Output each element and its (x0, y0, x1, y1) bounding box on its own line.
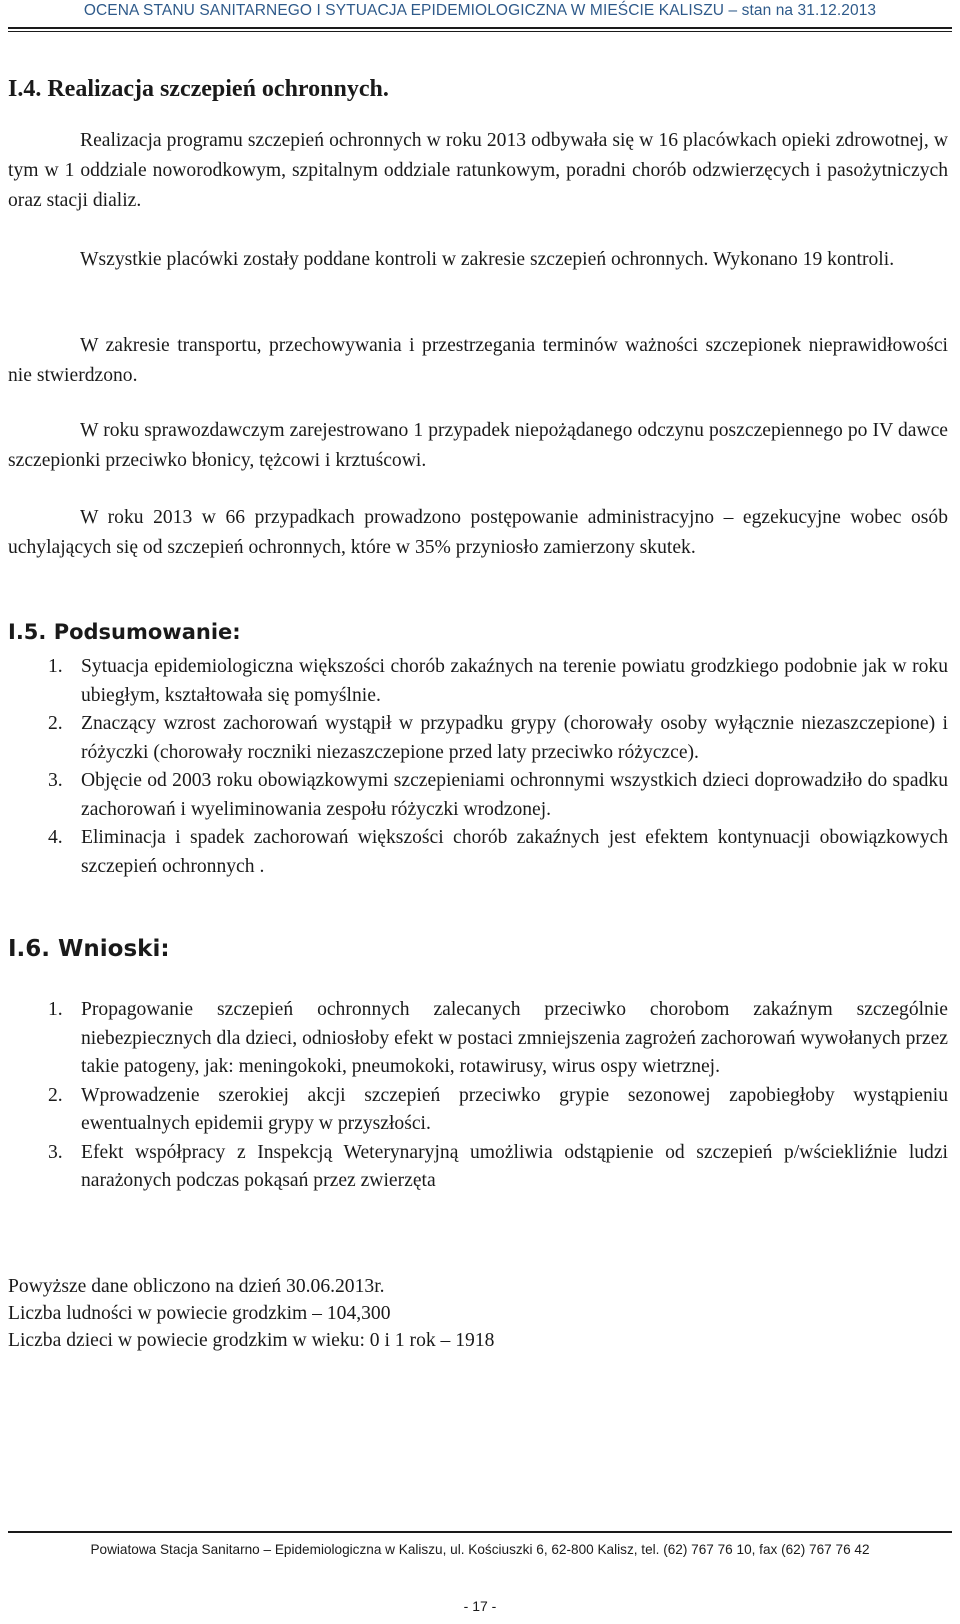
paragraph-5 (8, 503, 948, 563)
section-heading-i4: I.4. Realizacja szczepień ochronnych. (8, 76, 389, 102)
summary-item-text: Znaczący wzrost zachorowań wystąpił w przypadku grypy (chorowały osoby wyłącznie niezaszczepione) i różyczki (chorowały roczniki niezaszczepione przed laty przeciwko różyczce). (81, 713, 948, 763)
paragraph-1-text: Realizacja programu szczepień ochronnych w roku 2013 odbywała się w 16 placówkach opieki zdrowotnej, w tym w 1 oddziale noworodkowym, szpitalnym oddziale ratunkowym, poradni chorób odzwierzęcych i pasożytniczych oraz stacji dializ. (8, 130, 948, 211)
paragraph-5-text: W roku 2013 w 66 przypadkach prowadzono postępowanie administracyjno – egzekucyjne wobec osób uchylających się od szczepień ochronnych, które w 35% przyniosło zamierzony skutek. (8, 507, 948, 558)
paragraph-3 (8, 331, 948, 391)
conclusion-item-text: Wprowadzenie szerokiej akcji szczepień przeciwko grypie sezonowej zapobiegłoby wystąpieniu ewentualnych epidemii grypy w przyszłości. (81, 1084, 948, 1134)
conclusion-item-number: 3. (48, 1141, 63, 1163)
footer-rule (8, 1531, 952, 1533)
running-header: OCENA STANU SANITARNEGO I SYTUACJA EPIDEMIOLOGICZNA W MIEŚCIE KALISZU – stan na 31.12.2013 (83, 2, 877, 19)
summary-item-number: 4. (48, 827, 63, 848)
note-date: Powyższe dane obliczono na dzień 30.06.2013r. (8, 1276, 385, 1297)
summary-item (8, 710, 948, 767)
conclusion-item (8, 996, 948, 1082)
section-heading-i5: I.5. Podsumowanie: (8, 620, 241, 644)
summary-item-text: Sytuacja epidemiologiczna większości chorób zakaźnych na terenie powiatu grodzkiego podobnie jak w roku ubiegłym, kształtowała się pomyślnie. (81, 656, 948, 706)
header-rule-thin (8, 31, 952, 32)
conclusion-item-text: Propagowanie szczepień ochronnych zalecanych przeciwko chorobom zakaźnym szczególnie niebezpiecznych dla dzieci, odniosłoby efekt w postaci zmniejszenia zagrożeń zachorowań wywołanych przez takie patogeny, jak: meningokoki, pneumokoki, rotawirusy, wirus ospy wietrznej. (81, 999, 948, 1077)
paragraph-2-text: Wszystkie placówki zostały poddane kontroli w zakresie szczepień ochronnych. Wykonano 19 kontroli. (80, 249, 895, 270)
paragraph-3-text: W zakresie transportu, przechowywania i przestrzegania terminów ważności szczepionek nieprawidłowości nie stwierdzono. (8, 335, 948, 386)
summary-item-text: Eliminacja i spadek zachorowań większości chorób zakaźnych jest efektem kontynuacji obowiązkowych szczepień ochronnych . (81, 827, 948, 877)
conclusion-item (8, 1082, 948, 1139)
conclusion-item-text: Efekt współpracy z Inspekcją Weterynaryjną umożliwia odstąpienie od szczepień p/wściekliźnie ludzi narażonych podczas pokąsań przez zwierzęta (81, 1141, 948, 1191)
page-number: - 17 - (463, 1598, 497, 1614)
conclusions-list (8, 996, 948, 1196)
conclusion-item (8, 1139, 948, 1196)
summary-item (8, 767, 948, 824)
summary-item-number: 2. (48, 713, 63, 734)
footer-address: Powiatowa Stacja Sanitarno – Epidemiologiczna w Kaliszu, ul. Kościuszki 6, 62-800 Kalisz, tel. (62) 767 76 10, fax (62) 767 76 42 (90, 1542, 870, 1557)
paragraph-4 (8, 416, 948, 476)
summary-list (8, 653, 948, 881)
note-population: Liczba ludności w powiecie grodzkim – 104,300 (8, 1303, 391, 1324)
summary-item-number: 3. (48, 770, 63, 791)
summary-item (8, 653, 948, 710)
paragraph-4-text: W roku sprawozdawczym zarejestrowano 1 przypadek niepożądanego odczynu poszczepiennego po IV dawce szczepionki przeciwko błonicy, tężcowi i krztuścowi. (8, 420, 948, 471)
conclusion-item-number: 1. (48, 999, 63, 1020)
paragraph-1 (8, 126, 948, 216)
summary-item (8, 824, 948, 881)
summary-item-text: Objęcie od 2003 roku obowiązkowymi szczepieniami ochronnymi wszystkich dzieci doprowadziło do spadku zachorowań i wyeliminowania zespołu różyczki wrodzonej. (81, 770, 948, 820)
paragraph-2 (8, 245, 948, 275)
note-children: Liczba dzieci w powiecie grodzkim w wieku: 0 i 1 rok – 1918 (8, 1330, 495, 1351)
summary-item-number: 1. (48, 656, 63, 677)
section-heading-i6: I.6. Wnioski: (8, 936, 170, 962)
conclusion-item-number: 2. (48, 1084, 63, 1106)
header-rule (8, 27, 952, 29)
